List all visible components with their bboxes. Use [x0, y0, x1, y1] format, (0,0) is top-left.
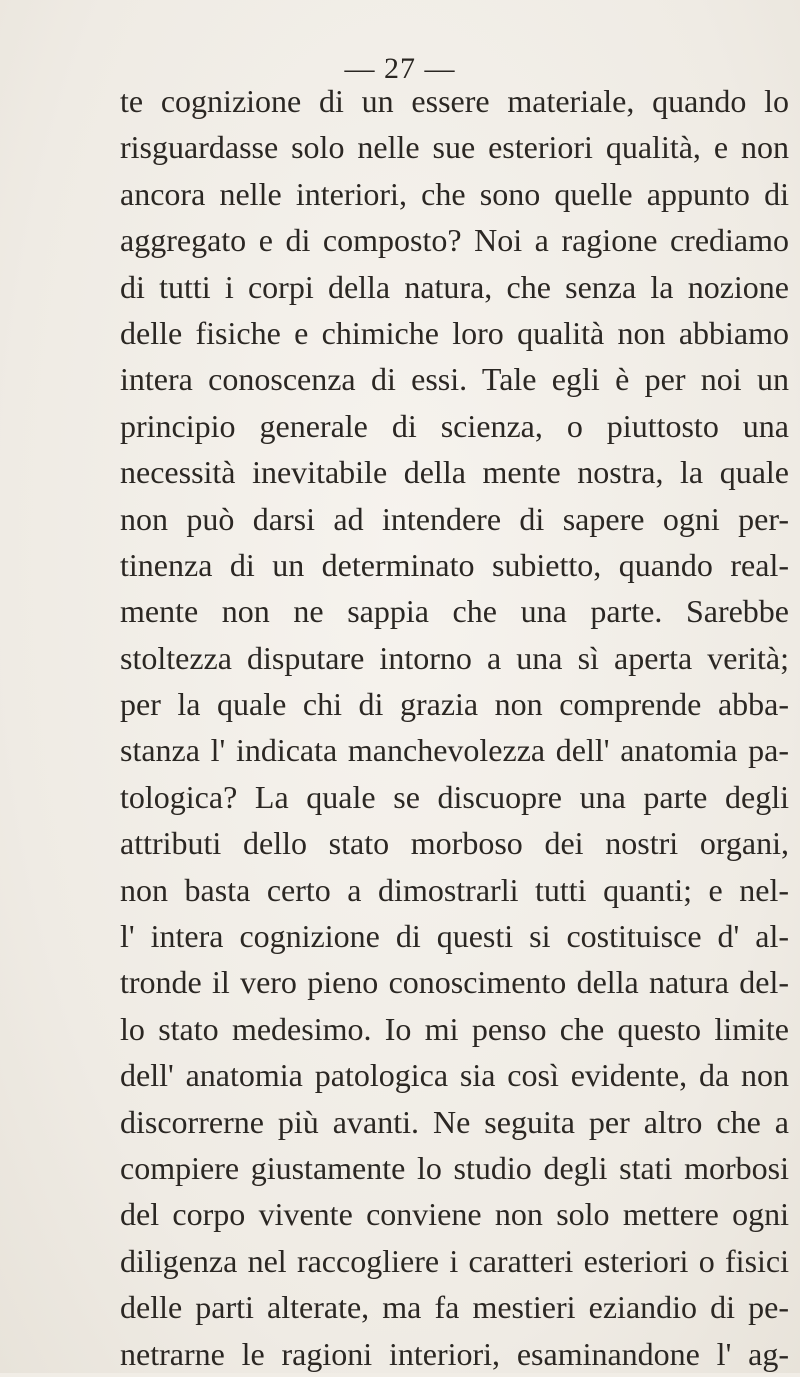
text-line: te cognizione di un essere materiale, quando lo — [120, 83, 789, 119]
text-line: delle parti alterate, ma fa mestieri eziandio di pe- — [120, 1289, 789, 1326]
text-line: tronde il vero pieno conoscimento della natura del- — [120, 964, 789, 1001]
text-line: lo stato medesimo. Io mi penso che questo limite — [120, 1010, 789, 1047]
text-line: compiere giustamente lo studio degli stati morbosi — [120, 1149, 789, 1186]
text-line: delle fisiche e chimiche loro qualità non abbiamo — [120, 314, 789, 351]
text-line: non basta certo a dimostrarli tutti quanti; e nel- — [120, 871, 789, 908]
text-line: dell' anatomia patologica sia così evidente, da non — [120, 1057, 789, 1094]
text-line: principio generale di scienza, o piuttosto una — [120, 407, 789, 444]
text-line: attributi dello stato morboso dei nostri organi, — [120, 825, 789, 862]
text-line: necessità inevitabile della mente nostra, la quale — [120, 454, 789, 491]
text-line: tologica? La quale se discuopre una parte degli — [120, 778, 789, 815]
text-line: aggregato e di composto? Noi a ragione crediamo — [120, 222, 789, 259]
text-line: stanza l' indicata manchevolezza dell' anatomia pa- — [120, 732, 789, 769]
text-line: discorrerne più avanti. Ne seguita per altro che a — [120, 1103, 789, 1140]
text-line: stoltezza disputare intorno a una sì aperta verità; — [120, 639, 789, 676]
text-line: del corpo vivente conviene non solo mettere ogni — [120, 1196, 789, 1233]
page-number: — 27 — — [344, 52, 456, 85]
text-line: diligenza nel raccogliere i caratteri esteriori o fisici — [120, 1242, 789, 1279]
text-line: l' intera cognizione di questi si costituisce d' al- — [120, 918, 789, 955]
text-line: tinenza di un determinato subietto, quando real- — [120, 546, 789, 583]
text-line: risguardasse solo nelle sue esteriori qualità, e non — [120, 129, 789, 166]
text-line: ancora nelle interiori, che sono quelle appunto di — [120, 175, 789, 212]
text-line: per la quale chi di grazia non comprende abba- — [120, 686, 789, 723]
text-line: netrarne le ragioni interiori, esaminandone l' ag- — [120, 1335, 789, 1372]
text-line: mente non ne sappia che una parte. Sarebbe — [120, 593, 789, 630]
body-text — [120, 78, 800, 1377]
text-line: non può darsi ad intendere di sapere ogni per- — [120, 500, 789, 537]
text-line: di tutti i corpi della natura, che senza la nozione — [120, 268, 789, 305]
text-line: intera conoscenza di essi. Tale egli è per noi un — [120, 361, 789, 398]
